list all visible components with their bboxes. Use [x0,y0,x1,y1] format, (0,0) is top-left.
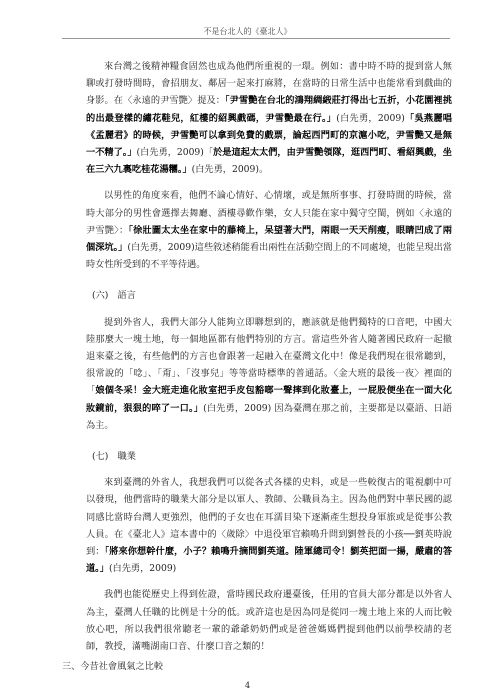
citation: (白先勇，2009)。 [191,164,269,176]
quote-highlight: 「吳燕麗唱《孟麗君》的時候，尹雪艷可以拿到免費的戲票，論起西門町的京滬小吃，尹雪艷又是無一不精了。」 [86,112,452,159]
quote-highlight: 於是這起太太們，由尹雪艷領隊，逛西門町、看紹興戲，坐在三六九裏吃桂花湯糰。」 [86,147,452,176]
heading-occupation: (七) 職業 [92,451,136,463]
section-title: 三、今昔社會風氣之比較 [62,661,164,672]
paragraph-gender-perspective [86,187,452,273]
citation: (白先勇，2009)這些敘述稍能看出兩性在活動空間上的不同處境，也能呈現出當時女性所受到的不平等待遇。 [86,242,452,271]
paragraph-history-evidence [86,586,452,655]
page-number: 4 [244,681,251,690]
citation: (白先勇，2009) 因為臺灣在那之前，主要都是以臺語、日語為主。 [86,402,452,431]
header-divider [62,38,450,39]
quote-highlight: 「徐壯圖太太坐在家中的藤椅上，呆望著大門，兩眼一天天削瘦，眼睛凹成了兩個深坑。」 [86,224,452,254]
quote-highlight: 娘個冬采！金大班走進化妝室把手皮包豁啷一聲摔到化妝臺上，一屁股便坐在一面大化妝鏡前，狠狠的啐了一口。」 [86,385,452,414]
paragraph-language [86,314,452,434]
page-header: 不是台北人的《臺北人》 [203,27,292,36]
citation: (白先勇，2009) [108,563,177,575]
heading-language: (六) 語言 [92,290,136,302]
paragraph-text: 來台灣之後精神糧食固然也成為他們所重視的一環。例如：書中時不時的提到當人無聊或打發時間時，會招朋友、鄰居一起來打麻將，在當時的日常生活中也能常看到戲曲的身影。在〈永遠的尹雪艷〉提及： [86,61,452,107]
paragraph-text: 來到臺灣的外省人，我想我們可以從各式各樣的史料，或是一些較復古的電視劇中可以發現，他們當時的職業大部分是以軍人、教師、公職員為主。因為他們對中華民國的認同感比當時台灣人更強烈，他們的子女也在耳濡目染下逐漸產生想投身軍旅或是從事公教人員。在《臺北人》這本書中的〈歲除〉中退役軍官賴鳴升問到劉營長的小孩──劉英時說到： [86,477,452,558]
paragraph-text: 我們也能從歷史上得到佐證，當時國民政府遷臺後，任用的官員大部分都是以外省人為主，臺灣人任職的比例是十分的低。或許這也是因為同是從同一塊土地上來的人而比較放心吧，所以我們很常聽老一輩的爺爺奶奶們或是爸爸媽媽們提到他們以前學校請的老師，教授，滿嘴湖南口音、什麼口音之類的！ [86,589,452,653]
paragraph-text: 提到外省人，我們大部分人能夠立即聯想到的，應該就是他們獨特的口音吧，中國大陸那麼大一塊土地，每一個地區都有他們特別的方言。當這些外省人隨著國民政府一起撤退來臺之後，有些他們的方言也會跟著一起融入在臺灣文化中！像是我們現在很常聽到，很常說的「唸」、「甭」、「沒事兒」等等當時標準的普通話。〈金大班的最後一夜〉裡面的「 [86,316,452,397]
quote-highlight: 「將來你想幹什麼，小子？賴鳴升摘問劉英道。陸軍總司令！劉英把面一揚，嚴肅的答道。」 [86,546,453,575]
paragraph-occupation [86,474,452,577]
paragraph-text: 以男性的角度來看，他們不論心情好、心情壞，或是無所事事、打發時間的時候，當時大部分的男性會選擇去舞廳、酒樓尋歡作樂，女人只能在家中獨守空閨，例如〈永遠的尹雪艷〉： [86,190,452,236]
paragraph-spiritual-life [86,58,452,178]
document-body [86,58,452,655]
citation: (白先勇，2009)「 [136,147,214,159]
quote-highlight: 「尹雪艷在台北的鴻翔綢緞莊打得出七五折，小花園裡挑的出最登樣的繡花鞋兒，紅樓的紹興戲碼，尹雪艷最在行。」 [86,95,453,124]
citation: (白先勇，2009) [336,112,405,124]
